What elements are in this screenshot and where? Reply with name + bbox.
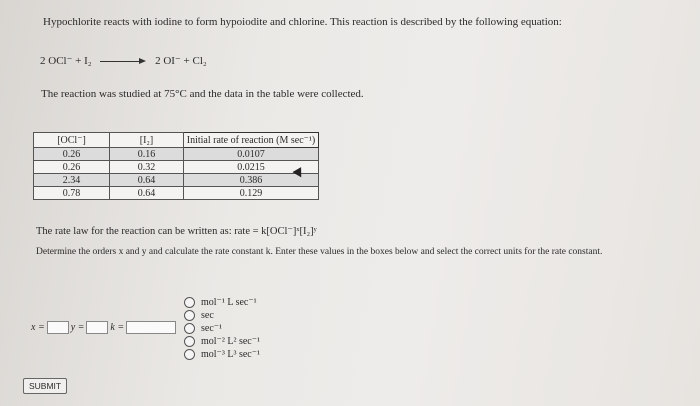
equation-products: 2 OI⁻ + Cl₂ [155, 55, 207, 67]
x-input[interactable] [47, 321, 69, 334]
radio-button[interactable] [184, 336, 195, 347]
cell-i2: 0.16 [110, 148, 184, 161]
cell-ocl: 0.26 [34, 161, 110, 174]
cell-rate: 0.0107 [184, 148, 319, 161]
y-label: y = [70, 322, 85, 333]
table-row [34, 187, 319, 200]
conditions-text: The reaction was studied at 75°C and the data in the table were collected. [41, 88, 364, 100]
k-input[interactable] [126, 321, 176, 334]
table-row [34, 148, 319, 161]
answer-inputs [31, 321, 176, 334]
instructions-text: Determine the orders x and y and calculate the rate constant k. Enter these values in the boxes below and select the correct units for the rate constant. [36, 247, 603, 257]
k-label: k = [110, 322, 125, 333]
reaction-equation [40, 54, 207, 67]
cell-ocl: 0.26 [34, 148, 110, 161]
cell-ocl: 2.34 [34, 174, 110, 187]
units-radio-group [184, 296, 260, 361]
cell-ocl: 0.78 [34, 187, 110, 200]
rate-data-table [33, 132, 319, 200]
unit-label: mol⁻¹ L sec⁻¹ [201, 297, 257, 308]
radio-button[interactable] [184, 297, 195, 308]
header-i2: [I₂] [110, 133, 184, 148]
radio-button[interactable] [184, 349, 195, 360]
cell-i2: 0.32 [110, 161, 184, 174]
unit-option[interactable] [184, 335, 260, 348]
unit-label: mol⁻³ L³ sec⁻¹ [201, 349, 260, 360]
cell-rate: 0.0215 [184, 161, 319, 174]
table-header-row [34, 133, 319, 148]
y-input[interactable] [86, 321, 108, 334]
header-rate: Initial rate of reaction (M sec⁻¹) [184, 133, 319, 148]
unit-label: sec [201, 310, 214, 321]
equation-reactants: 2 OCl⁻ + I₂ [40, 55, 92, 67]
table-row [34, 174, 319, 187]
rate-law-text: The rate law for the reaction can be written as: rate = k[OCl⁻]ˣ[I₂]ʸ [36, 226, 317, 237]
header-ocl: [OCl⁻] [34, 133, 110, 148]
cell-i2: 0.64 [110, 174, 184, 187]
unit-label: sec⁻¹ [201, 323, 223, 334]
radio-button[interactable] [184, 310, 195, 321]
unit-option[interactable] [184, 348, 260, 361]
intro-text: Hypochlorite reacts with iodine to form hypoiodite and chlorine. This reaction is described by the following equation: [43, 16, 562, 28]
cell-i2: 0.64 [110, 187, 184, 200]
reaction-arrow-icon [100, 56, 146, 66]
cell-rate: 0.129 [184, 187, 319, 200]
unit-option[interactable] [184, 309, 260, 322]
x-label: x = [31, 322, 45, 333]
cell-rate: 0.386 [184, 174, 319, 187]
radio-button[interactable] [184, 323, 195, 334]
table-row [34, 161, 319, 174]
unit-label: mol⁻² L² sec⁻¹ [201, 336, 260, 347]
unit-option[interactable] [184, 322, 260, 335]
submit-button[interactable]: SUBMIT [23, 378, 67, 394]
unit-option[interactable] [184, 296, 260, 309]
